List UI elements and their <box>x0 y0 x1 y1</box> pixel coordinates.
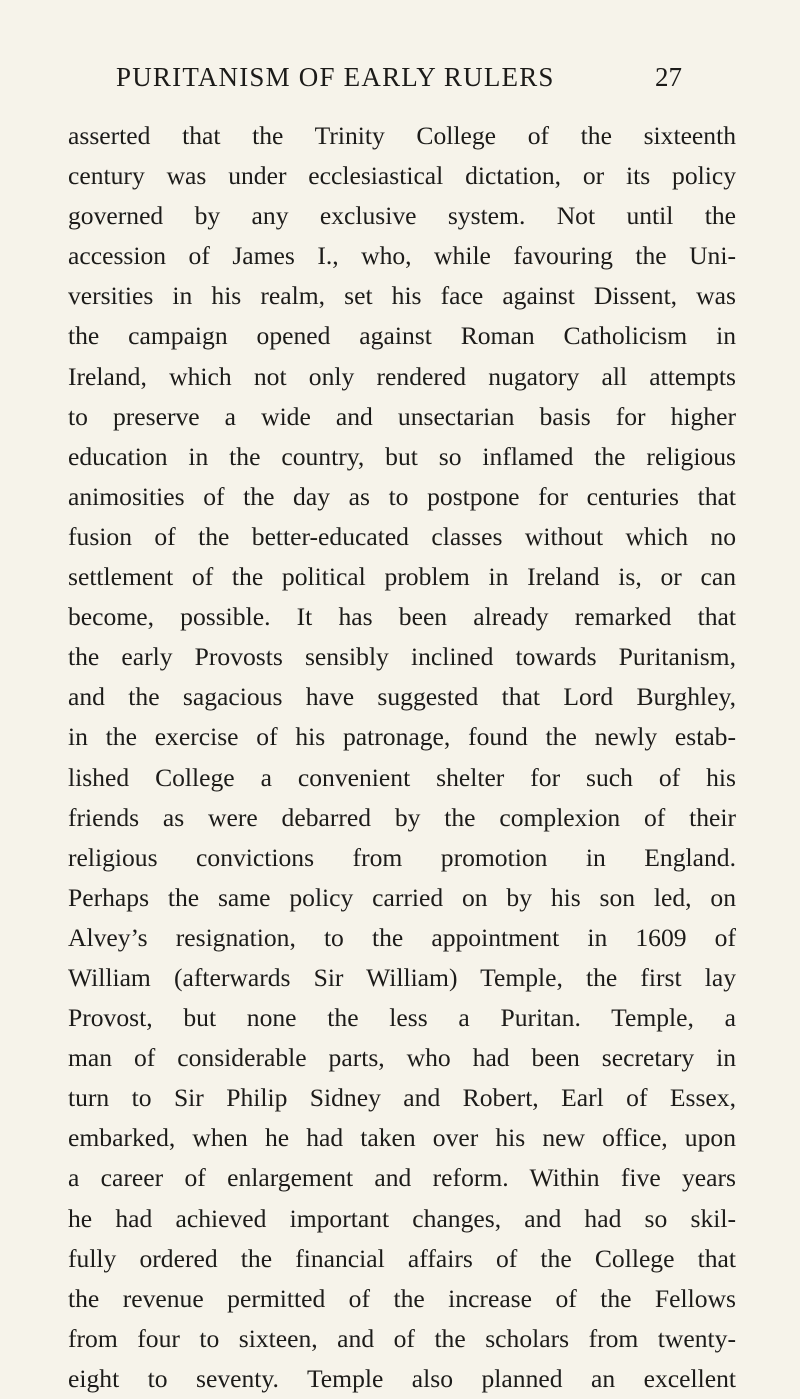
text-line: education in the country, but so inflamed the religious <box>68 441 736 471</box>
text-line: eight to seventy. Temple also planned an excellent <box>68 1363 736 1393</box>
text-line: the revenue permitted of the increase of the Fellows <box>68 1283 736 1313</box>
text-line: Provost, but none the less a Puritan. Temple, a <box>68 1003 736 1033</box>
text-line: settlement of the political problem in Ireland is, or can <box>68 562 736 592</box>
text-line: friends as were debarred by the complexion of their <box>68 802 736 832</box>
text-line: a career of enlargement and reform. Within five years <box>68 1163 736 1193</box>
text-line: governed by any exclusive system. Not until the <box>68 201 736 231</box>
body-text <box>68 116 736 1399</box>
running-head <box>116 62 682 96</box>
text-line: man of considerable parts, who had been secretary in <box>68 1043 736 1073</box>
text-line: lished College a convenient shelter for such of his <box>68 762 736 792</box>
text-line: the campaign opened against Roman Catholicism in <box>68 321 736 351</box>
text-line: in the exercise of his patronage, found the newly estab- <box>68 722 736 752</box>
text-line: to preserve a wide and unsectarian basis for higher <box>68 401 736 431</box>
text-line: animosities of the day as to postpone for centuries that <box>68 481 736 511</box>
text-line: turn to Sir Philip Sidney and Robert, Earl of Essex, <box>68 1083 736 1113</box>
text-line: Alvey’s resignation, to the appointment in 1609 of <box>68 922 736 952</box>
text-line: Perhaps the same policy carried on by his son led, on <box>68 882 736 912</box>
text-line: versities in his realm, set his face against Dissent, was <box>68 281 736 311</box>
text-line: embarked, when he had taken over his new office, upon <box>68 1123 736 1153</box>
page-number: 27 <box>655 62 682 92</box>
text-line: become, possible. It has been already remarked that <box>68 602 736 632</box>
text-line: fusion of the better-educated classes without which no <box>68 521 736 551</box>
text-line: religious convictions from promotion in England. <box>68 842 736 872</box>
text-line: and the sagacious have suggested that Lord Burghley, <box>68 682 736 712</box>
text-line: from four to sixteen, and of the scholars from twenty- <box>68 1323 736 1353</box>
text-line: accession of James I., who, while favouring the Uni- <box>68 241 736 271</box>
text-line: the early Provosts sensibly inclined towards Puritanism, <box>68 642 736 672</box>
text-line: he had achieved important changes, and had so skil- <box>68 1203 736 1233</box>
text-line: fully ordered the financial affairs of the College that <box>68 1243 736 1273</box>
text-line: Ireland, which not only rendered nugatory all attempts <box>68 361 736 391</box>
text-line: century was under ecclesiastical dictation, or its policy <box>68 161 736 191</box>
text-line: William (afterwards Sir William) Temple, the first lay <box>68 962 736 992</box>
running-title: PURITANISM OF EARLY RULERS <box>116 62 555 92</box>
text-line: asserted that the Trinity College of the sixteenth <box>68 121 736 150</box>
